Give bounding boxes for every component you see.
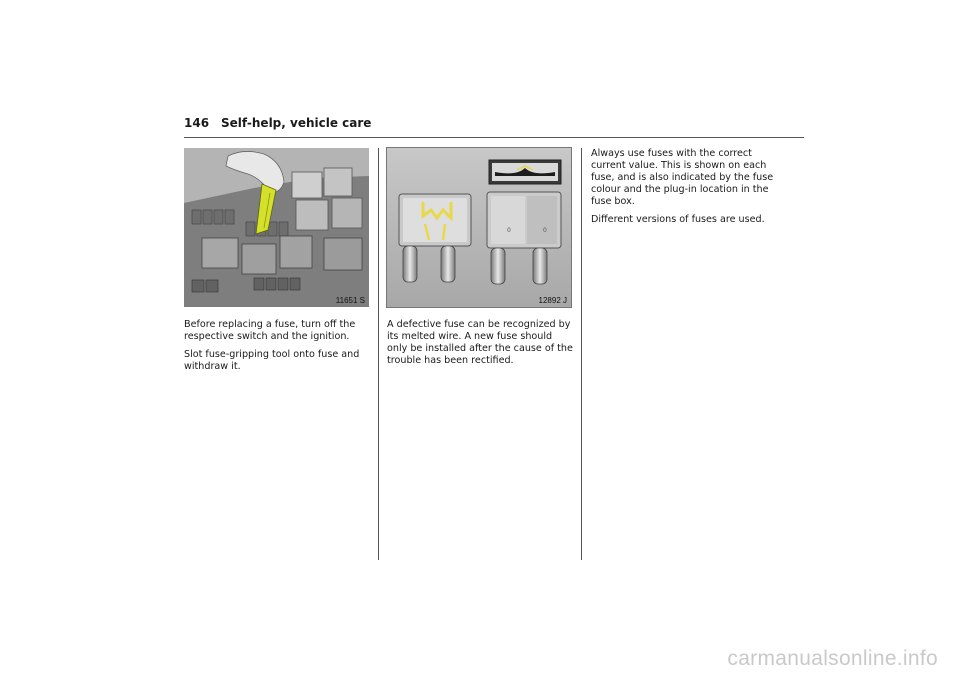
column-divider (378, 148, 379, 560)
header-rule (184, 137, 804, 138)
paragraph: A defective fuse can be recognized by its melted wire. A new fuse should only be installed after the cause of the trouble has been rectified. (387, 319, 573, 366)
figure-code: 11651 S (335, 296, 365, 305)
svg-text:0: 0 (543, 227, 547, 234)
fuse-box-hand-tool-illustration-icon (184, 148, 369, 307)
paragraph: Slot fuse-gripping tool onto fuse and withdraw it. (184, 349, 360, 372)
page-header (184, 116, 804, 138)
figure-fuse-comparison (387, 148, 571, 307)
figure-fuse-box (184, 148, 369, 307)
column-1-text (184, 319, 369, 379)
svg-text:0: 0 (507, 227, 511, 234)
section-title: Self-help, vehicle care (221, 116, 372, 130)
paragraph: Before replacing a fuse, turn off the respective switch and the ignition. (184, 319, 356, 342)
column-divider (581, 148, 582, 560)
page-number: 146 (184, 116, 210, 130)
paragraph: Always use fuses with the correct current value. This is shown on each fuse, and is also indicated by the fuse colour and the plug-in location in the fuse box. (591, 148, 774, 207)
paragraph: Different versions of fuses are used. (591, 214, 765, 225)
fuse-comparison-illustration-icon (387, 148, 571, 307)
column-3-text (591, 148, 781, 232)
watermark: carmanualsonline.info (727, 647, 938, 670)
column-2-text (387, 319, 573, 373)
figure-code: 12892 J (538, 296, 567, 305)
